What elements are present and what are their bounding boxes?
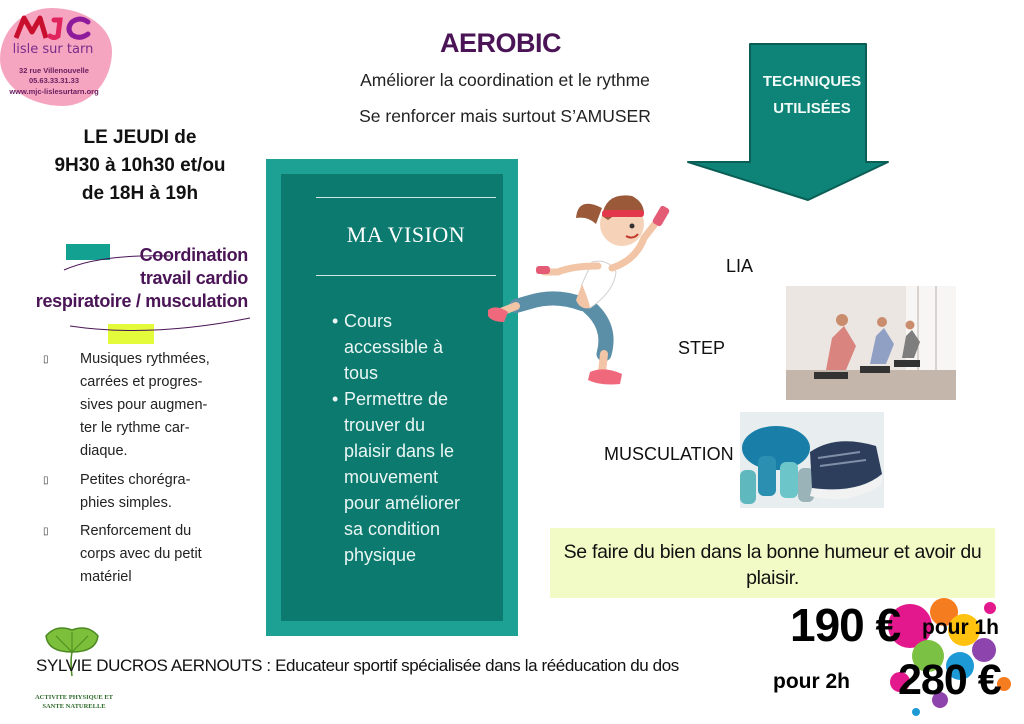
logo-address: 32 rue Villenouvelle (19, 66, 89, 75)
bullet-line: Petites chorégra- (80, 472, 191, 488)
bullet-line: phies simples. (80, 495, 172, 511)
bullet-line: corps avec du petit (80, 546, 202, 562)
price-two-hours-label: pour 2h (773, 670, 850, 693)
bullet-line: sives pour augmen- (80, 397, 208, 413)
bullet-item-choreography (44, 469, 244, 515)
bullet-item-strength (44, 520, 244, 589)
vision-item-accessible (332, 308, 492, 386)
badge-line-1: ACTIVITE PHYSIQUE ET (34, 694, 114, 701)
bullet-line: Musiques rythmées, (80, 351, 210, 367)
bullet-icon: ▯ (43, 354, 49, 365)
logo-phone: 05.63.33.31.33 (28, 76, 80, 85)
vision-line: mouvement (344, 467, 439, 487)
schedule-line-2: 9H30 à 10h30 et/ou (54, 155, 226, 176)
subtitle-1: Améliorer la coordination et le rythme (360, 70, 650, 90)
wellness-badge (24, 693, 124, 711)
bullet-line: Renforcement du (80, 523, 192, 539)
bullet-line: ter le rythme car- (80, 420, 190, 436)
techniques-heading (748, 68, 876, 122)
schedule (20, 124, 260, 208)
vision-line: sa condition (344, 519, 441, 539)
schedule-line-3: de 18H à 19h (81, 183, 199, 204)
vision-divider-bottom (316, 275, 496, 276)
vision-line: accessible à (344, 337, 444, 357)
mjc-logo-mark (14, 14, 92, 40)
bullet-line: carrées et progres- (80, 374, 203, 390)
focus-line-1: Coordination (139, 245, 248, 265)
logo-name: lisle sur tarn (12, 42, 94, 57)
vision-line: • Permettre de (344, 389, 449, 409)
down-arrow-icon (686, 42, 890, 202)
vision-line: physique (344, 545, 417, 565)
bullet-line: matériel (80, 569, 132, 585)
vision-list (332, 308, 492, 568)
bullet-line: diaque. (80, 443, 128, 459)
slogan-line-1: Se faire du bien dans la bonne humeur et avoir du (563, 541, 982, 563)
bullet-item-music (44, 348, 244, 463)
price-two-hours: 280 € (898, 656, 1001, 704)
badge-line-2: SANTE NATURELLE (42, 703, 106, 710)
vision-line: • Cours (344, 311, 393, 331)
technique-step: STEP (678, 338, 726, 358)
subtitle-2: Se renforcer mais surtout S’AMUSER (359, 106, 651, 126)
techniques-heading-line-1: TECHNIQUES (762, 73, 862, 90)
vision-title: MA VISION (346, 222, 466, 247)
focus-line-3: respiratoire / musculation (35, 291, 248, 311)
page-title: AEROBIC (440, 28, 562, 58)
musculation-photo (740, 412, 884, 508)
vision-line: trouver du (344, 415, 426, 435)
focus-line-2: travail cardio (140, 268, 248, 288)
price-one-hour: 190 € (790, 599, 901, 651)
price-one-hour-label: pour 1h (922, 616, 999, 639)
step-class-photo (786, 286, 956, 400)
logo-website[interactable]: www.mjc-lislesurtarn.org (9, 87, 99, 96)
schedule-line-1: LE JEUDI de (83, 127, 197, 148)
vision-item-pleasure (332, 386, 492, 568)
course-focus (28, 244, 248, 313)
techniques-heading-line-2: UTILISÉES (773, 100, 851, 117)
technique-lia: LIA (726, 256, 754, 276)
instructor-credit: SYLVIE DUCROS AERNOUTS : Educateur sportif spécialisée dans la rééducation du dos (36, 656, 679, 675)
vision-line: plaisir dans le (344, 441, 455, 461)
bullet-icon: ▯ (43, 475, 49, 486)
slogan-line-2: plaisir. (746, 567, 799, 589)
technique-musculation: MUSCULATION (604, 444, 734, 464)
slogan (550, 539, 995, 591)
bullet-icon: ▯ (43, 526, 49, 537)
vision-line: tous (344, 363, 379, 383)
vision-line: pour améliorer (344, 493, 461, 513)
vision-divider-top (316, 197, 496, 198)
